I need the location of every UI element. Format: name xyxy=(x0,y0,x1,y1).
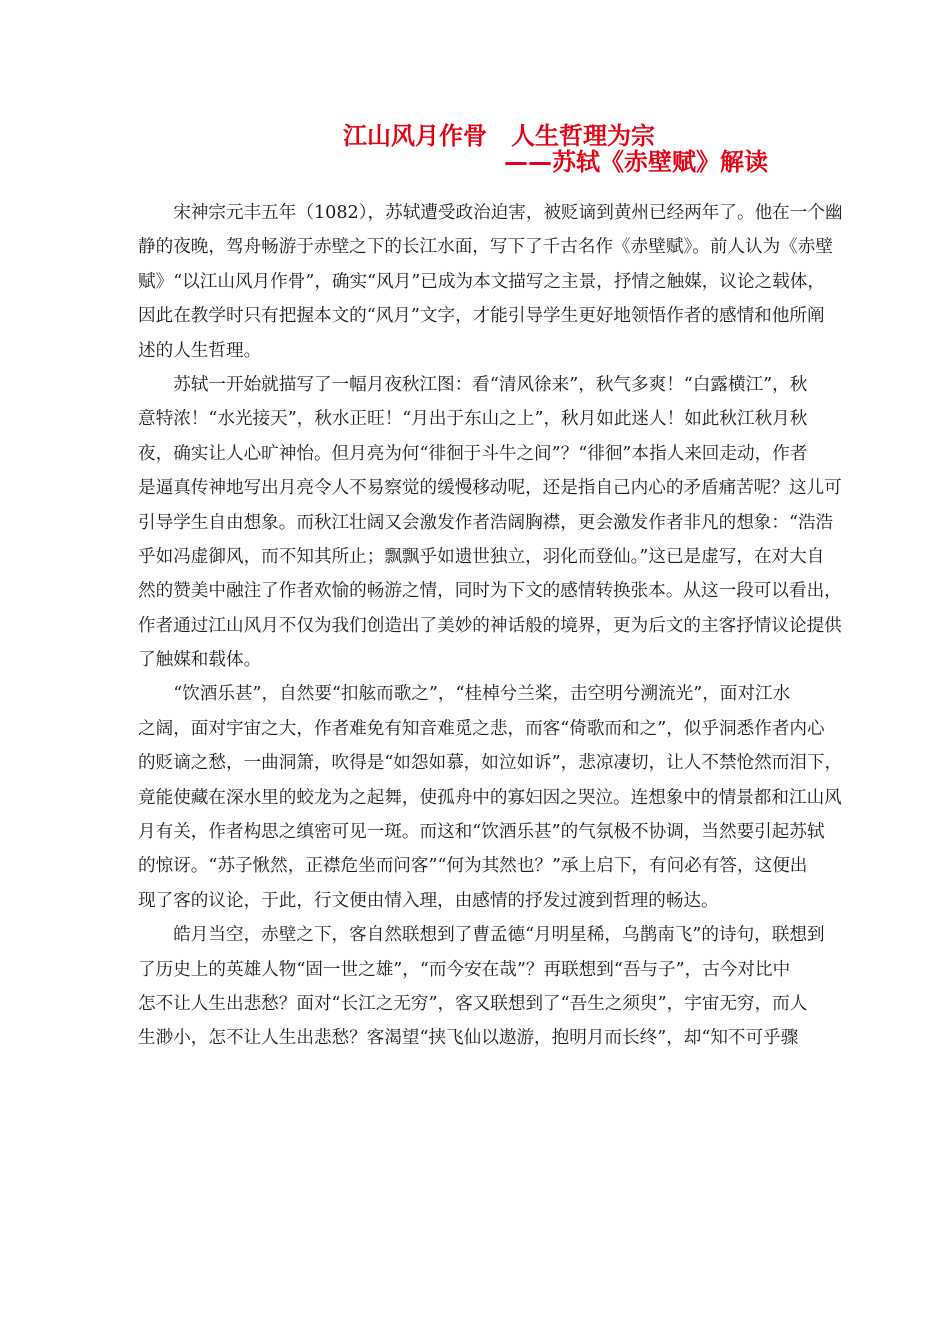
text-line: “饮酒乐甚”，自然要“扣舷而歌之”，“桂棹兮兰桨，击空明兮溯流光”，面对江水 xyxy=(138,684,791,705)
text-line: 引导学生自由想象。而秋江壮阔又会激发作者浩阔胸襟，更会激发作者非凡的想象：“浩浩 xyxy=(138,512,834,533)
text-line: 因此在教学时只有把握本文的“风月”文字，才能引导学生更好地领悟作者的感情和他所阐 xyxy=(138,306,825,327)
text-line: 月有关，作者构思之缜密可见一斑。而这和“饮酒乐甚”的气氛极不协调，当然要引起苏轼 xyxy=(138,822,825,843)
text-line: 意特浓！“水光接天”，秋水正旺！“月出于东山之上”，秋月如此迷人！如此秋江秋月秋 xyxy=(138,409,808,430)
text-line: 之阔，面对宇宙之大，作者难免有知音难觅之悲，而客“倚歌而和之”，似乎洞悉作者内心 xyxy=(138,718,825,739)
document-subtitle: ——苏轼《赤壁赋》解读 xyxy=(504,148,768,176)
text-line: 苏轼一开始就描写了一幅月夜秋江图：看“清风徐来”，秋气多爽！“白露横江”，秋 xyxy=(138,374,808,395)
text-line: 述的人生哲理。 xyxy=(138,340,262,361)
text-line: 皓月当空，赤壁之下，客自然联想到了曹孟德“月明星稀，乌鹊南飞”的诗句，联想到 xyxy=(138,925,825,946)
document-title: 江山风月作骨 人生哲理为宗 xyxy=(343,122,655,150)
text-line: 了历史上的英雄人物“固一世之雄”，“而今安在哉”？再联想到“吾与子”，古今对比中 xyxy=(138,959,791,980)
text-line: 怎不让人生出悲愁？面对“长江之无穷”，客又联想到了“吾生之须臾”，宇宙无穷，而人 xyxy=(138,993,808,1014)
text-line: 生渺小，怎不让人生出悲愁？客渴望“挟飞仙以遨游，抱明月而长终”，却“知不可乎骤 xyxy=(138,1028,799,1049)
text-line: 赋》“以江山风月作骨”，确实“风月”已成为本文描写之主景，抒情之触媒，议论之载体， xyxy=(138,271,825,292)
text-line: 夜，确实让人心旷神怡。但月亮为何“徘徊于斗牛之间”？“徘徊”本指人来回走动，作者 xyxy=(138,443,808,464)
text-line: 竟能使藏在深水里的蛟龙为之起舞，使孤舟中的寡妇因之哭泣。连想象中的情景都和江山风 xyxy=(138,787,842,808)
document-body xyxy=(138,196,843,1056)
text-line: 是逼真传神地写出月亮令人不易察觉的缓慢移动呢，还是指自己内心的矛盾痛苦呢？这儿可 xyxy=(138,478,842,499)
text-line: 的贬谪之愁，一曲洞箫，吹得是“如怨如慕，如泣如诉”，悲凉凄切，让人不禁怆然而泪下， xyxy=(138,753,843,774)
text-line: 然的赞美中融注了作者欢愉的畅游之情，同时为下文的感情转换张本。从这一段可以看出， xyxy=(138,581,842,602)
text-line: 乎如冯虚御风，而不知其所止；飘飘乎如遗世独立，羽化而登仙。”这已是虚写，在对大自 xyxy=(138,546,825,567)
text-line: 静的夜晚，驾舟畅游于赤壁之下的长江水面，写下了千古名作《赤壁赋》。前人认为《赤壁 xyxy=(138,237,833,258)
text-line: 现了客的议论，于此，行文便由情入理，由感情的抒发过渡到哲理的畅达。 xyxy=(138,890,719,911)
text-line: 了触媒和载体。 xyxy=(138,650,262,671)
text-line: 的惊讶。“苏子愀然，正襟危坐而问客”“何为其然也？”承上启下，有问必有答，这便出 xyxy=(138,856,808,877)
text-line: 作者通过江山风月不仅为我们创造出了美妙的神话般的境界，更为后文的主客抒情议论提供 xyxy=(138,615,842,636)
text-line: 宋神宗元丰五年（1082），苏轼遭受政治迫害，被贬谪到黄州已经两年了。他在一个幽 xyxy=(138,203,843,223)
